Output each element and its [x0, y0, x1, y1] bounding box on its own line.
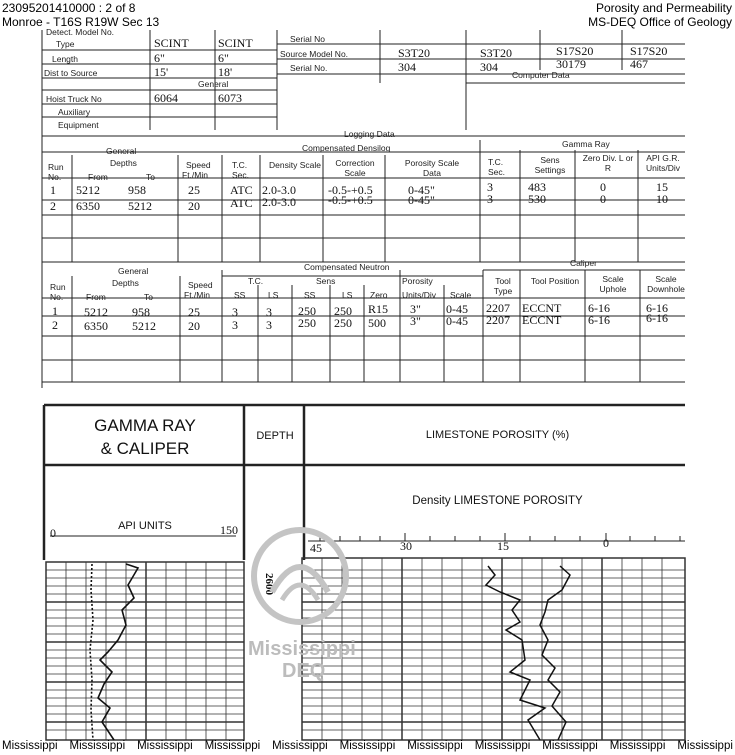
aux-label: Auxiliary	[58, 107, 91, 117]
lg-row1-por: 0-45"	[408, 183, 435, 197]
gr-row1-zero: 0	[600, 180, 606, 194]
gr-sec: Sec.	[488, 167, 506, 177]
cn-row1-from: 5212	[84, 305, 108, 319]
lg-row2-speed: 20	[188, 199, 200, 213]
gr-api: API G.R. Units/Div	[645, 153, 680, 173]
source-model-2: S3T20	[480, 46, 513, 60]
footer-word: Mississippi	[474, 740, 531, 752]
cn-title: Compensated Neutron	[304, 262, 390, 272]
gr-row2-api: 10	[656, 192, 668, 206]
cn-general: General	[118, 266, 149, 276]
source-serial-4: 467	[630, 57, 648, 71]
gr-zero-div: Zero Div. L or R	[582, 153, 634, 173]
type-label: Type	[56, 39, 75, 49]
footer-word: Mississippi	[204, 740, 261, 752]
footer-word: Mississippi	[609, 740, 666, 752]
cn-row2-ls: 3	[266, 318, 272, 332]
lg-row1-speed: 25	[188, 183, 200, 197]
lg-speed: Speed	[186, 160, 211, 170]
cn-row1-sls: 250	[334, 304, 352, 318]
cn-row2-sls: 250	[334, 316, 352, 330]
api-units-label: API UNITS	[118, 520, 172, 532]
cal-row1-pos: ECCNT	[522, 301, 562, 315]
cn-row2-ss: 3	[232, 318, 238, 332]
footer-word: Mississippi	[272, 740, 328, 752]
hoist-value-2: 6073	[218, 91, 242, 105]
cn-row1-to: 958	[132, 305, 150, 319]
gr-row1-sens: 483	[528, 180, 546, 194]
deq-seal-icon	[242, 522, 372, 632]
source-model-label: Source Model No.	[280, 49, 349, 59]
lg-sec: Sec.	[232, 170, 250, 180]
lg-depths: Depths	[110, 158, 137, 168]
length-value-1: 6"	[154, 51, 165, 65]
cn-scale: Scale	[450, 290, 472, 300]
lg-row2-run: 2	[50, 199, 56, 213]
lg-row2-por: 0-45"	[408, 193, 435, 207]
dist-value-1: 15'	[154, 65, 169, 79]
lg-tc: T.C.	[232, 160, 248, 170]
footer-word: Mississippi	[407, 740, 463, 752]
caliper-title: Caliper	[570, 258, 597, 268]
well-id: 23095201410000 : 2 of 8	[2, 1, 136, 15]
cal-row2-down: 6-16	[646, 311, 668, 325]
dist-label: Dist to Source	[44, 68, 98, 78]
cal-row2-up: 6-16	[588, 313, 610, 327]
cn-row1-ss: 3	[232, 305, 238, 319]
doc-office: MS-DEQ Office of Geology	[588, 15, 732, 29]
cn-row2-zero: 500	[368, 316, 386, 330]
por-tick-15: 15	[497, 539, 509, 553]
cn-row2-sss: 250	[298, 316, 316, 330]
cal-scale-uphole: Scale Uphole	[599, 274, 627, 294]
cn-row1-ls: 3	[266, 305, 272, 319]
gr-row2-zero: 0	[600, 192, 606, 206]
gr-row2-sens: 530	[528, 192, 546, 206]
detect-label: Detect. Model No.	[46, 27, 115, 37]
cn-row2-scale: 0-45	[446, 314, 468, 328]
cn-run: Run	[50, 282, 66, 292]
cn-speed-unit: Ft./Min	[184, 290, 210, 300]
cn-row1-zero: R15	[368, 302, 389, 316]
footer-word: Mississippi	[69, 740, 126, 752]
cal-tool-type: Tool Type	[493, 276, 513, 296]
por-tick-45: 45	[310, 541, 322, 555]
lg-row1-from: 5212	[76, 183, 100, 197]
cn-row2-speed: 20	[188, 319, 200, 333]
lg-to: To	[146, 172, 155, 182]
well-location: Monroe - T16S R19W Sec 13	[2, 15, 160, 29]
gr-row2-tc: 3	[487, 192, 493, 206]
computer-data-label: Computer Data	[512, 70, 570, 80]
track1-title-2: & CALIPER	[100, 439, 190, 458]
cn-zero: Zero	[370, 290, 388, 300]
density-porosity-label: Density LIMESTONE POROSITY	[412, 495, 583, 507]
cal-row1-up: 6-16	[588, 301, 610, 315]
cn-row1-speed: 25	[188, 305, 200, 319]
lg-general: General	[106, 146, 137, 156]
type-value-1: SCINT	[154, 36, 189, 50]
cn-no: No.	[50, 292, 64, 302]
lg-row2-from: 6350	[76, 199, 100, 213]
cn-sens-ss: SS	[304, 290, 316, 300]
cal-tool-position: Tool Position	[530, 276, 580, 286]
type-value-2: SCINT	[218, 36, 253, 50]
hoist-value-1: 6064	[154, 91, 178, 105]
footer-word: Mississippi	[339, 740, 396, 752]
api-min: 0	[50, 526, 56, 540]
watermark-line2: DEQ	[282, 660, 326, 682]
dist-value-2: 18'	[218, 65, 233, 79]
cn-tc-ls: LS	[268, 290, 279, 300]
por-tick-0: 0	[603, 536, 609, 550]
lg-row2-corr: -0.5-+0.5	[328, 193, 373, 207]
api-max: 150	[220, 523, 238, 537]
cn-row2-to: 5212	[132, 319, 156, 333]
cal-row1-down: 6-16	[646, 301, 668, 315]
lg-row1-run: 1	[50, 183, 56, 197]
serial-label-1: Serial No	[290, 34, 325, 44]
lg-run: Run	[48, 162, 64, 172]
cal-scale-downhole: Scale Downhole	[647, 274, 685, 294]
cd-title: Compensated Densilog	[302, 143, 391, 153]
source-serial-1: 304	[398, 60, 416, 74]
logging-data-title: Logging Data	[344, 129, 395, 139]
cn-row1-run: 1	[52, 304, 58, 318]
cn-row2-from: 6350	[84, 319, 108, 333]
lg-row2-to: 5212	[128, 199, 152, 213]
cn-from: From	[86, 292, 106, 302]
lg-density-scale: Density Scale	[269, 160, 321, 170]
gr-tc: T.C.	[488, 157, 504, 167]
general-label: General	[198, 79, 229, 89]
lg-from: From	[88, 172, 108, 182]
cal-row1-tool: 2207	[486, 301, 510, 315]
footer-word: Mississippi	[137, 740, 193, 752]
cn-sens: Sens	[316, 276, 336, 286]
footer-word: Mississippi	[2, 740, 58, 752]
lg-speed-unit: Ft./Min	[182, 170, 208, 180]
cal-row2-pos: ECCNT	[522, 313, 562, 327]
lg-row2-density: 2.0-3.0	[262, 195, 296, 209]
lg-porosity-scale: Porosity Scale Data	[404, 158, 460, 178]
source-model-3: S17S20	[556, 44, 594, 58]
length-label: Length	[52, 54, 78, 64]
cn-to: To	[144, 292, 153, 302]
depth-label: DEPTH	[256, 430, 294, 442]
source-model-4: S17S20	[630, 44, 668, 58]
equip-label: Equipment	[58, 120, 99, 130]
gr-row1-api: 15	[656, 180, 668, 194]
gr-sens: Sens Settings	[534, 155, 566, 175]
cn-units-div: Units/Div	[402, 290, 437, 300]
cn-row1-sss: 250	[298, 304, 316, 318]
cn-row2-udiv: 3"	[410, 314, 421, 328]
doc-category: Porosity and Permeability	[595, 1, 732, 15]
footer-watermark	[0, 740, 735, 752]
por-tick-30: 30	[400, 539, 412, 553]
gr-row1-tc: 3	[487, 180, 493, 194]
cal-row2-tool: 2207	[486, 313, 510, 327]
lg-row1-to: 958	[128, 183, 146, 197]
lg-row1-tc: ATC	[230, 183, 253, 197]
cn-tc-ss: SS	[234, 290, 246, 300]
cn-row1-scale: 0-45	[446, 302, 468, 316]
track2-title: LIMESTONE POROSITY (%)	[425, 429, 570, 441]
lg-no: No.	[48, 172, 62, 182]
cn-tc: T.C.	[248, 276, 264, 286]
source-serial-3: 30179	[556, 57, 586, 71]
gr-title: Gamma Ray	[562, 139, 610, 149]
serial-label-2: Serial No.	[290, 63, 328, 73]
lg-correction-scale: Correction Scale	[335, 158, 375, 178]
lg-row1-density: 2.0-3.0	[262, 183, 296, 197]
cn-sens-ls: LS	[342, 290, 353, 300]
source-serial-2: 304	[480, 60, 498, 74]
cn-row1-udiv: 3"	[410, 302, 421, 316]
source-model-1: S3T20	[398, 46, 431, 60]
cn-row2-run: 2	[52, 318, 58, 332]
watermark-line1: Mississippi	[248, 638, 356, 660]
lg-row1-corr: -0.5-+0.5	[328, 183, 373, 197]
hoist-label: Hoist Truck No	[46, 94, 102, 104]
cn-depths: Depths	[112, 278, 139, 288]
footer-word: Mississippi	[677, 740, 733, 752]
length-value-2: 6"	[218, 51, 229, 65]
track1-title-1: GAMMA RAY	[94, 416, 196, 435]
lg-row2-tc: ATC	[230, 196, 253, 210]
footer-word: Mississippi	[542, 740, 598, 752]
cn-porosity: Porosity	[402, 276, 433, 286]
cn-speed: Speed	[188, 280, 213, 290]
depth-marker: 2600	[263, 573, 275, 595]
